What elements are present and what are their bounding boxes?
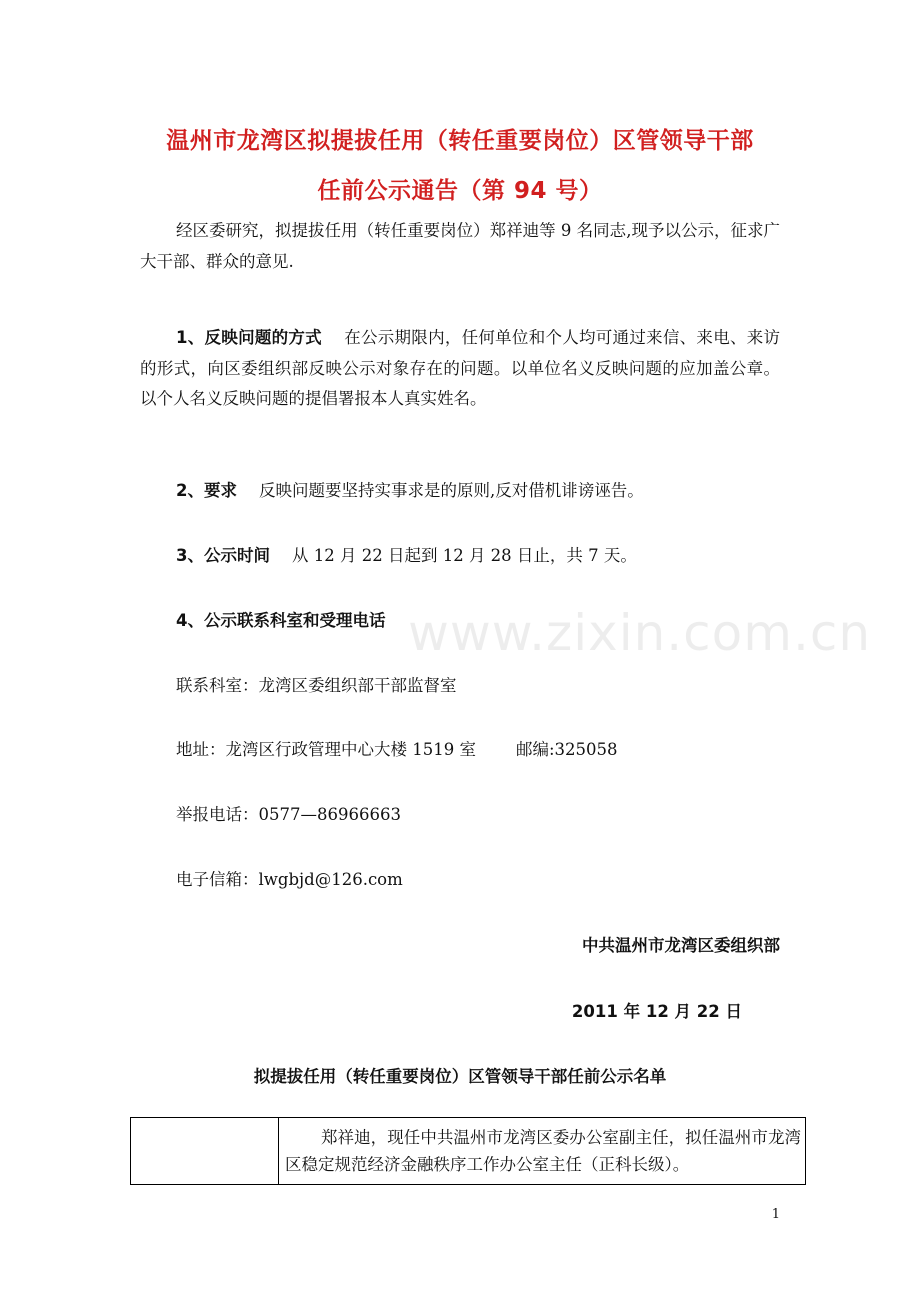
table-cell-photo [131,1118,279,1184]
contact-email: 电子信箱：lwgbjd@126.com [176,870,403,889]
contact-office: 联系科室：龙湾区委组织部干部监督室 [176,676,457,695]
table-cell-description: 郑祥迪，现任中共温州市龙湾区委办公室副主任，拟任温州市龙湾区稳定规范经济金融秩序工作办公室主任（正科长级）。 [285,1128,801,1174]
intro-paragraph: 经区委研究，拟提拔任用（转任重要岗位）郑祥迪等 9 名同志,现予以公示，征求广大干部、群众的意见. [140,221,780,271]
page-number: 1 [771,1207,780,1222]
candidate-table [130,1117,806,1185]
section-3 [140,541,780,572]
section-1 [140,323,780,415]
list-title: 拟提拔任用（转任重要岗位）区管领导干部任前公示名单 [253,1067,667,1086]
section-4-heading: 4、公示联系科室和受理电话 [176,611,386,630]
section-2-text: 反映问题要坚持实事求是的原则,反对借机诽谤诬告。 [258,481,644,500]
document-title-line2: 任前公示通告（第 94 号） [317,178,603,204]
section-1-heading: 1、反映问题的方式 [176,328,322,347]
section-1-text: 在公示期限内，任何单位和个人均可通过来信、来电、来访的形式，向区委组织部反映公示对象存在的问题。以单位名义反映问题的应加盖公章。以个人名义反映问题的提倡署报本人真实姓名。 [140,328,781,408]
section-3-text: 从 12 月 22 日起到 12 月 28 日止，共 7 天。 [291,546,637,565]
signature-org: 中共温州市龙湾区委组织部 [582,936,780,955]
section-3-heading: 3、公示时间 [176,546,270,565]
signature-date: 2011 年 12 月 22 日 [571,1002,742,1021]
document-title-line1: 温州市龙湾区拟提拔任用（转任重要岗位）区管领导干部 [166,128,754,154]
contact-phone: 举报电话：0577—86966663 [176,805,401,824]
contact-address-line [176,735,618,765]
section-2 [140,476,780,507]
section-2-heading: 2、要求 [176,481,237,500]
contact-address: 地址：龙湾区行政管理中心大楼 1519 室 [176,740,476,759]
watermark: www.zixin.com.cn [408,604,872,662]
contact-postcode: 邮编:325058 [515,740,618,759]
